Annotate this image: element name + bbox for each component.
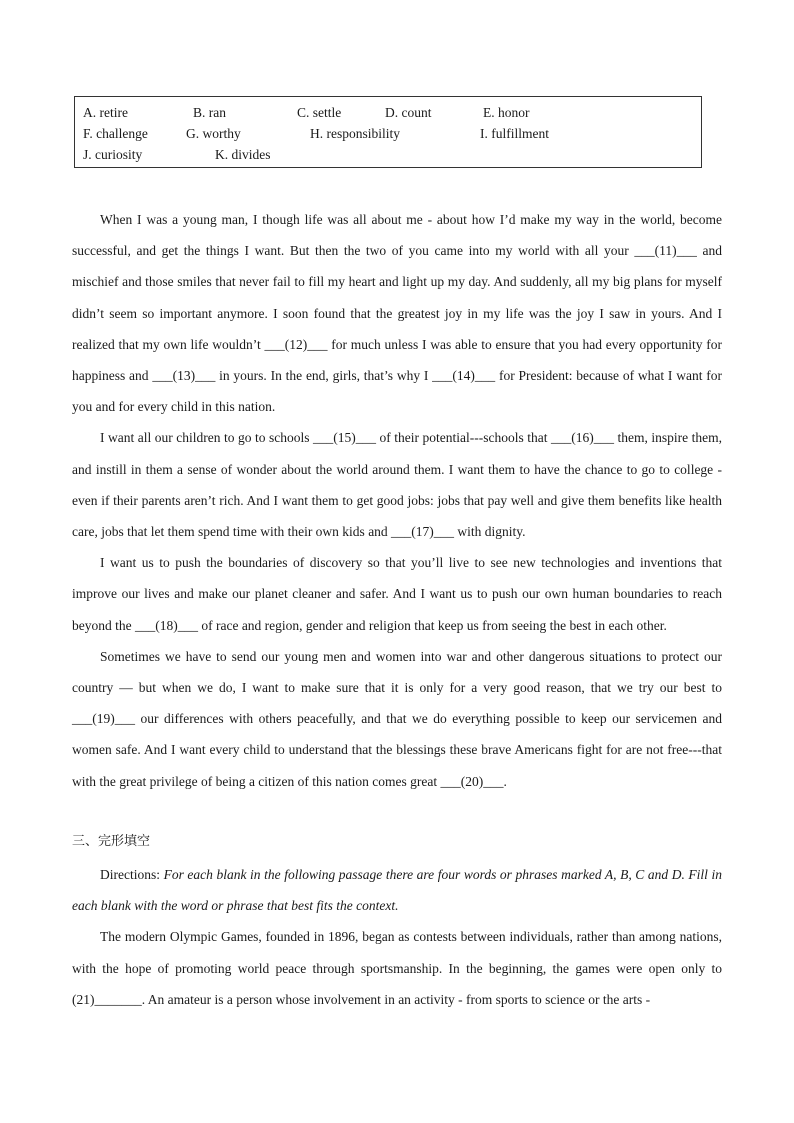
option-j: J. curiosity [83, 147, 143, 162]
directions-label: Directions: [100, 867, 164, 882]
option-f: F. challenge [83, 126, 148, 141]
passage-paragraph-1: When I was a young man, I though life was all about me - about how I’d make my way in the world, become successful, and get the things I want. But then the two of you came into my world with all your ___(11)___ and mischief and those smiles that never fail to fill my heart and light up my day. And suddenly, all my big plans for myself didn’t seem so important anymore. I soon found that the greatest joy in my life was the joy I saw in yours. And I realized that my own life wouldn’t ___(12)___ for much unless I was able to ensure that you had every opportunity for happiness and ___(13)___ in yours. In the end, girls, that’s why I ___(14)___ for President: because of what I want for you and for every child in this nation. [72, 212, 722, 415]
option-i: I. fulfillment [480, 126, 549, 141]
passage-paragraph-2: I want all our children to go to schools ___(15)___ of their potential---schools that ___(16)___ them, inspire them, and instill in them a sense of wonder about the world around them. I want them to have the chance to go to college - even if their parents aren’t rich. And I want them to get good jobs: jobs that pay well and give them benefits like health care, jobs that let them spend time with their own kids and ___(17)___ with dignity. [72, 430, 722, 540]
option-d: D. count [385, 105, 432, 120]
section-3-body [72, 859, 722, 1015]
option-e: E. honor [483, 105, 530, 120]
word-bank-box [74, 96, 702, 168]
section-3-heading: 三、完形填空 [72, 834, 151, 849]
option-k: K. divides [215, 147, 271, 162]
option-h: H. responsibility [310, 126, 400, 141]
directions-paragraph [72, 859, 722, 921]
directions-text: For each blank in the following passage there are four words or phrases marked A, B, C and D. Fill in each blank with the word or phrase that best fits the context. [72, 867, 722, 914]
cloze-paragraph-1: The modern Olympic Games, founded in 1896, began as contests between individuals, rather than among nations, with the hope of promoting world peace through sportsmanship. In the beginning, the games were open only to (21)_______. An amateur is a person whose involvement in an activity - from sports to science or the arts - [72, 929, 722, 1007]
option-g: G. worthy [186, 126, 241, 141]
passage-paragraph-4: Sometimes we have to send our young men and women into war and other dangerous situations to protect our country — but when we do, I want to make sure that it is only for a very good reason, that we try our best to ___(19)___ our differences with others peacefully, and that we do everything possible to keep our servicemen and women safe. And I want every child to understand that the blessings these brave Americans fight for are not free---that with the great privilege of being a citizen of this nation comes great ___(20)___. [72, 648, 722, 789]
option-a: A. retire [83, 105, 128, 120]
passage-paragraph-3: I want us to push the boundaries of discovery so that you’ll live to see new technologies and inventions that improve our lives and make our planet cleaner and safer. And I want us to push our own human boundaries to reach beyond the ___(18)___ of race and region, gender and religion that keep us from seeing the best in each other. [72, 555, 722, 633]
option-b: B. ran [193, 105, 226, 120]
passage-body [72, 204, 722, 797]
option-c: C. settle [297, 105, 342, 120]
